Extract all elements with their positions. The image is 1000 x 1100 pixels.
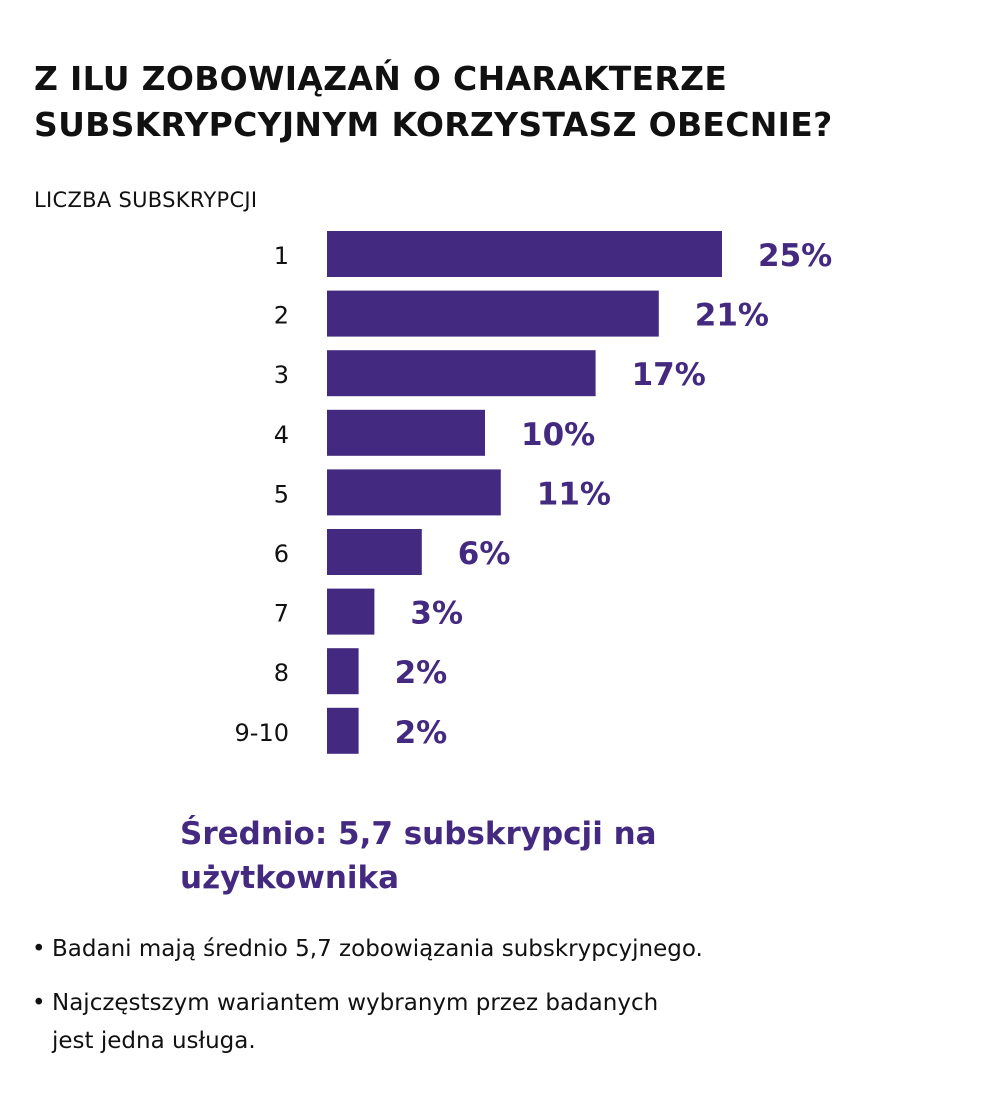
- category-label-8: 8: [273, 659, 289, 688]
- category-label-4: 4: [273, 420, 289, 449]
- category-label-3: 3: [273, 361, 289, 390]
- bar-4: [327, 410, 485, 456]
- value-label-7: 3%: [410, 595, 464, 632]
- bar-7: [327, 589, 374, 635]
- category-label-1: 1: [273, 242, 289, 270]
- average-summary-line-2: użytkownika: [180, 860, 400, 896]
- note-item: [30, 930, 930, 968]
- chart-title-line-2: SUBSKRYPCYJNYM KORZYSTASZ OBECNIE?: [34, 105, 833, 144]
- value-label-1: 25%: [758, 238, 833, 274]
- bar-3: [327, 350, 596, 396]
- chart-title-line-1: Z ILU ZOBOWIĄZAŃ O CHARAKTERZE: [34, 59, 728, 98]
- value-label-8: 2%: [394, 655, 448, 692]
- value-label-2: 21%: [694, 297, 770, 334]
- bar-9-10: [327, 708, 359, 754]
- note-2-line-2: jest jedna usługa.: [52, 1028, 256, 1054]
- y-axis-label: LICZBA SUBSKRYPCJI: [34, 188, 258, 212]
- value-label-3: 17%: [631, 357, 706, 394]
- category-label-7: 7: [273, 599, 289, 628]
- average-summary-line-1: Średnio: 5,7 subskrypcji na: [180, 816, 657, 852]
- bar-2: [327, 291, 659, 337]
- note-1-line-1: • Badani mają średnio 5,7 zobowiązania subskrypcyjnego.: [52, 936, 703, 962]
- value-label-6: 6%: [457, 536, 511, 572]
- note-item: [30, 984, 930, 1060]
- category-label-9-10: 9-10: [234, 718, 289, 747]
- bar-6: [327, 529, 422, 575]
- value-label-4: 10%: [521, 416, 596, 453]
- notes-list: [30, 930, 930, 1076]
- note-2-line-1: • Najczęstszym wariantem wybranym przez badanych: [52, 990, 659, 1016]
- average-summary: [180, 812, 740, 900]
- category-label-5: 5: [273, 480, 289, 509]
- value-label-9-10: 2%: [394, 714, 448, 751]
- bar-5: [327, 469, 501, 515]
- category-label-6: 6: [273, 540, 289, 568]
- bar-8: [327, 648, 359, 694]
- category-label-2: 2: [273, 301, 289, 330]
- value-label-5: 11%: [536, 476, 612, 513]
- bar-1: [327, 231, 722, 277]
